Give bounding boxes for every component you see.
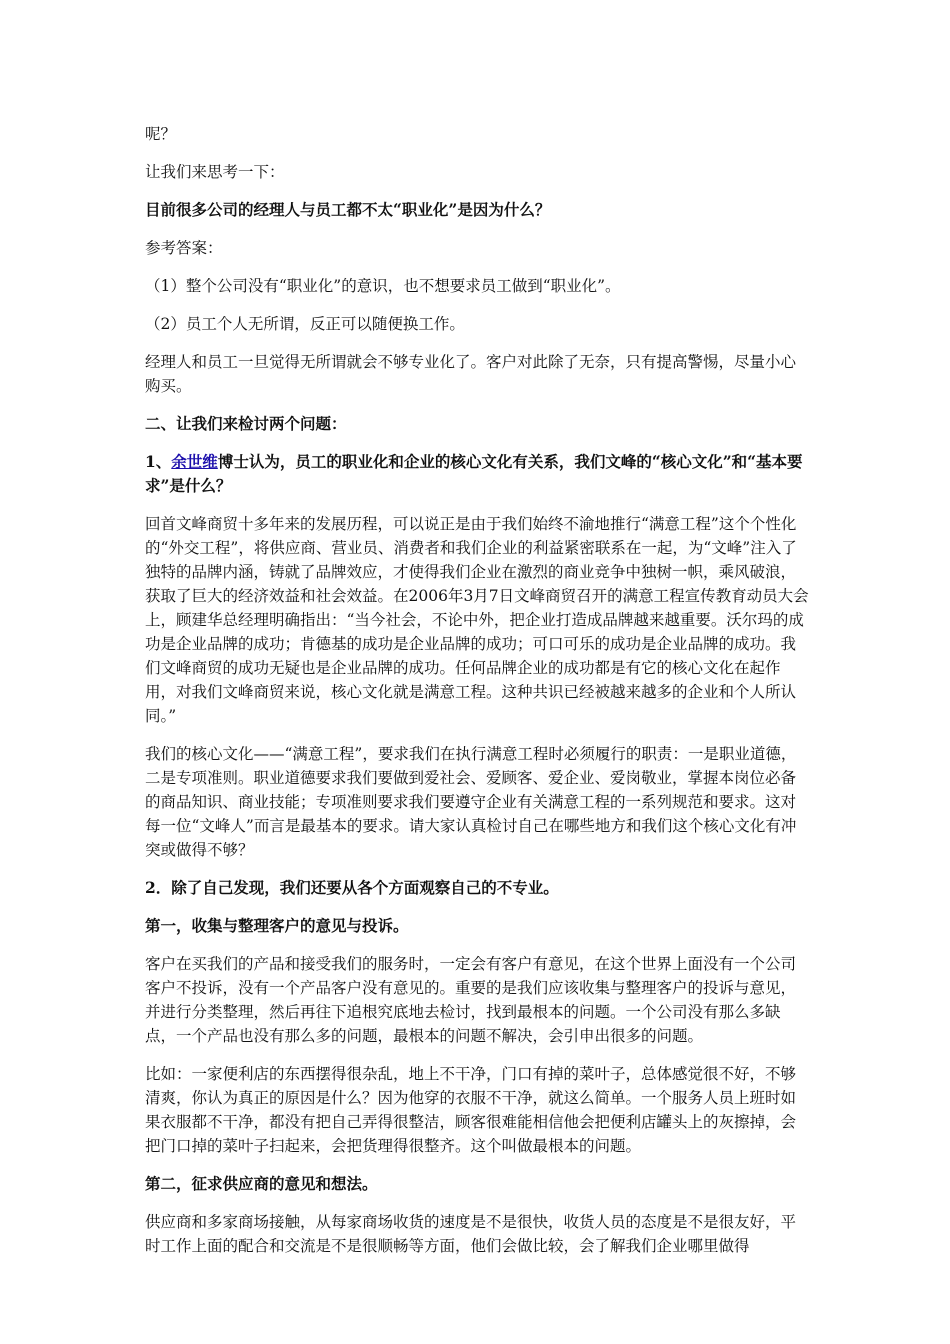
paragraph-continuation: 呢？ [145, 125, 177, 143]
question-1-number: 1、 [145, 452, 172, 471]
question-1-text: 博士认为，员工的职业化和企业的核心文化有关系，我们文峰的“核心文化”和“基本要求”是什么？ [145, 452, 803, 495]
subheading-first: 第一，收集与整理客户的意见与投诉。 [145, 916, 409, 935]
paragraph-example: 比如：一家便利店的东西摆得很杂乱，地上不干净，门口有掉的菜叶子，总体感觉很不好，不够清爽，你认为真正的原因是什么？因为他穿的衣服不干净，就这么简单。一个服务人员上班时如果衣服都不干净，都没有把自己弄得很整洁，顾客很难能相信他会把便利店罐头上的灰擦掉，会把门口掉的菜叶子扫起来，会把货理得很整齐。这个叫做最根本的问题。 [145, 1065, 797, 1155]
paragraph-core-culture: 我们的核心文化——“满意工程”，要求我们在执行满意工程时必须履行的职责：一是职业道德，二是专项准则。职业道德要求我们要做到爱社会、爱顾客、爱企业、爱岗敬业，掌握本岗位必备的商品知识、商业技能；专项准则要求我们要遵守企业有关满意工程的一系列规范和要求。这对每一位“文峰人”而言是最基本的要求。请大家认真检讨自己在哪些地方和我们这个核心文化有冲突或做得不够？ [145, 745, 797, 859]
paragraph-suppliers: 供应商和多家商场接触，从每家商场收货的速度是不是很快，收货人员的态度是不是很友好，平时工作上面的配合和交流是不是很顺畅等方面，他们会做比较，会了解我们企业哪里做得 [145, 1213, 797, 1255]
answer-label: 参考答案： [145, 239, 223, 257]
document-body [145, 122, 809, 1258]
section-heading-2: 二、让我们来检讨两个问题： [145, 414, 347, 433]
question-1-heading [145, 450, 809, 498]
question-heading: 目前很多公司的经理人与员工都不太“职业化”是因为什么？ [145, 200, 551, 219]
answer-item-1: （1）整个公司没有“职业化”的意识，也不想要求员工做到“职业化”。 [145, 277, 621, 295]
question-2-heading: 2．除了自己发现，我们还要从各个方面观察自己的不专业。 [145, 878, 559, 897]
author-link[interactable]: 余世维 [171, 452, 218, 471]
paragraph-conclusion: 经理人和员工一旦觉得无所谓就会不够专业化了。客户对此除了无奈，只有提高警惕，尽量小心购买。 [145, 353, 797, 395]
paragraph-history: 回首文峰商贸十多年来的发展历程，可以说正是由于我们始终不渝地推行“满意工程”这个个性化的“外交工程”，将供应商、营业员、消费者和我们企业的利益紧密联系在一起，为“文峰”注入了独特的品牌内涵，铸就了品牌效应，才使得我们企业在激烈的商业竞争中独树一帜，乘风破浪，获取了巨大的经济效益和社会效益。在2006年3月7日文峰商贸召开的满意工程宣传教育动员大会上，顾建华总经理明确指出：“当今社会，不论中外，把企业打造成品牌越来越重要。沃尔玛的成功是企业品牌的成功；肯德基的成功是企业品牌的成功；可口可乐的成功是企业品牌的成功。我们文峰商贸的成功无疑也是企业品牌的成功。任何品牌企业的成功都是有它的核心文化在起作用，对我们文峰商贸来说，核心文化就是满意工程。这种共识已经被越来越多的企业和个人所认同。” [145, 515, 809, 725]
subheading-second: 第二，征求供应商的意见和想法。 [145, 1174, 378, 1193]
paragraph-prompt: 让我们来思考一下： [145, 163, 285, 181]
answer-item-2: （2）员工个人无所谓，反正可以随便换工作。 [145, 315, 465, 333]
paragraph-customer-feedback: 客户在买我们的产品和接受我们的服务时，一定会有客户有意见，在这个世界上面没有一个公司客户不投诉，没有一个产品客户没有意见的。重要的是我们应该收集与整理客户的投诉与意见，并进行分类整理，然后再往下追根究底地去检讨，找到最根本的问题。一个公司没有那么多缺点，一个产品也没有那么多的问题，最根本的问题不解决，会引申出很多的问题。 [145, 955, 797, 1045]
